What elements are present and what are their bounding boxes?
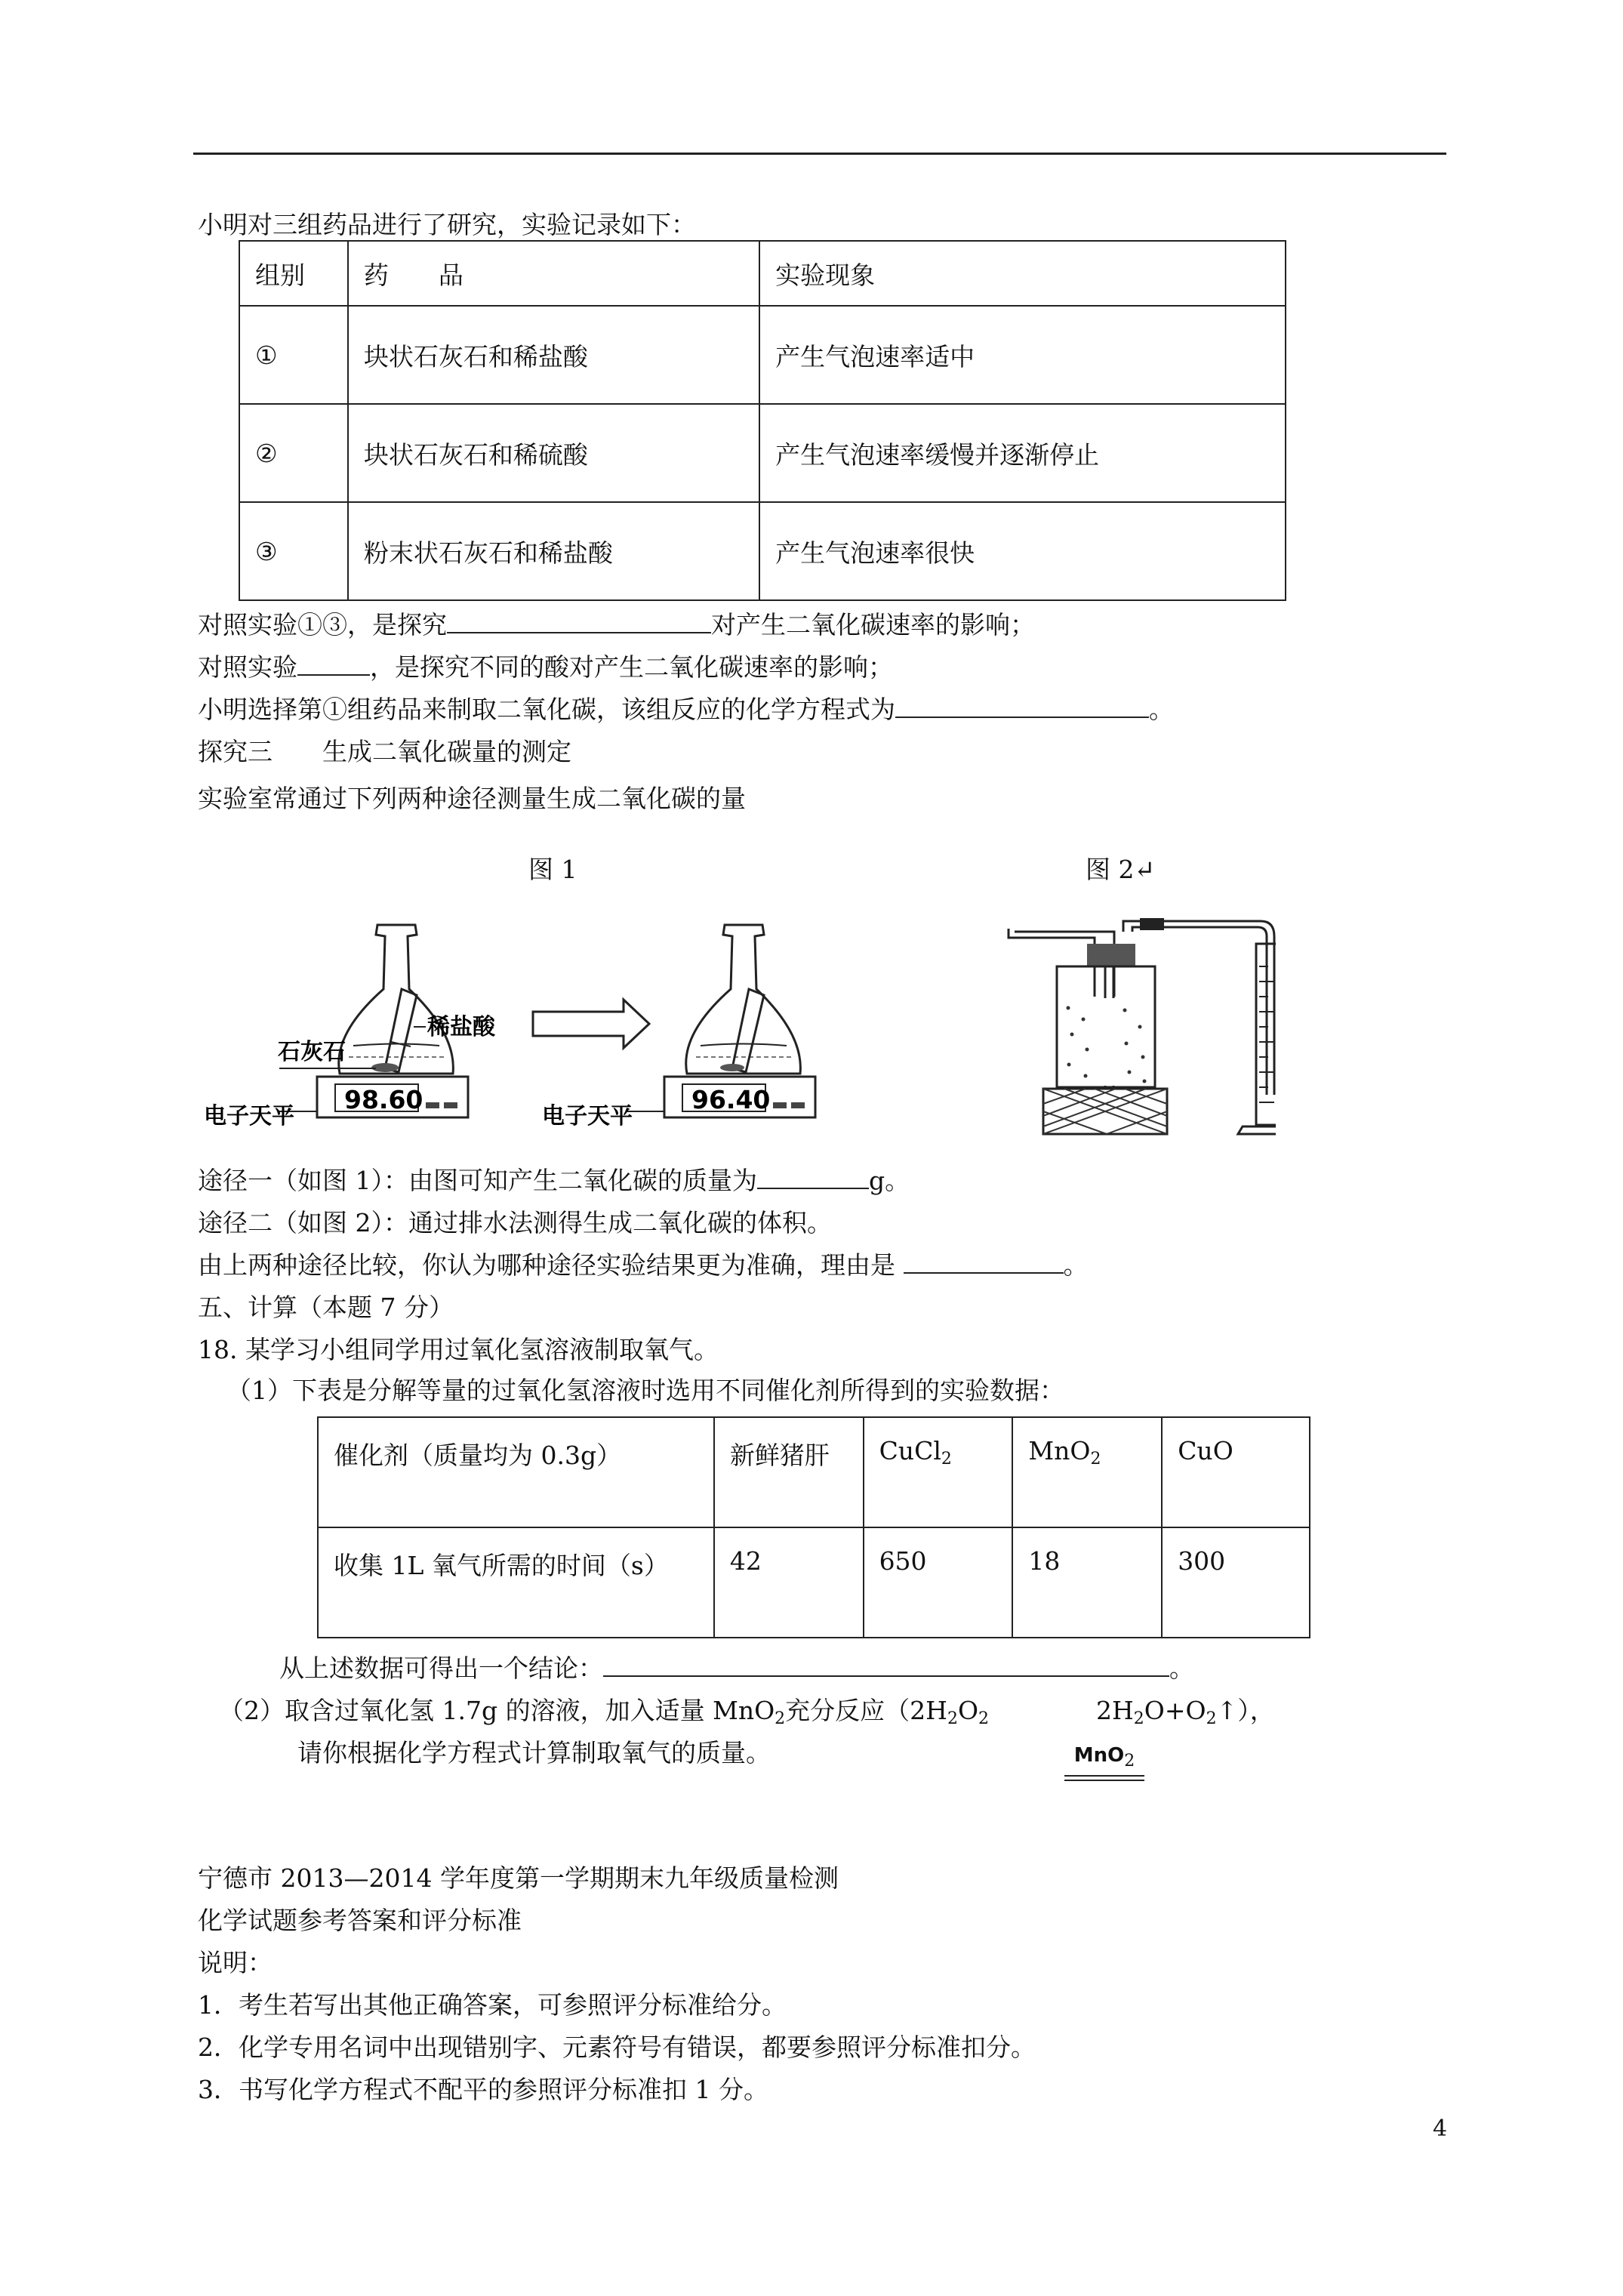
experiment-table xyxy=(239,240,1286,601)
subscript: 2 xyxy=(941,1450,952,1469)
answer-blank[interactable] xyxy=(447,609,711,633)
table-cell xyxy=(864,1417,1013,1527)
section3-intro: 实验室常通过下列两种途径测量生成二氧化碳的量 xyxy=(198,784,746,813)
table-row xyxy=(239,502,1286,600)
question-text: ，是探究不同的酸对产生二氧化碳速率的影响； xyxy=(370,652,893,682)
page-number: 4 xyxy=(1433,2116,1448,2142)
table-cell: 催化剂（质量均为 0.3g） xyxy=(318,1417,714,1527)
water-displacement-apparatus xyxy=(1009,918,1276,1134)
acid-label: 稀盐酸 xyxy=(427,1014,495,1040)
answer-blank[interactable] xyxy=(297,652,370,676)
balance-reading: 98.60 xyxy=(344,1085,423,1114)
table-cell: 收集 1L 氧气所需的时间（s） xyxy=(318,1527,714,1638)
catalyst-condition-mark xyxy=(1064,1744,1144,1781)
table-row xyxy=(318,1417,1310,1527)
note-item: 3．书写化学方程式不配平的参照评分标准扣 1 分。 xyxy=(198,2075,768,2104)
subscript: 2 xyxy=(1124,1752,1135,1771)
section5-title: 五、计算（本题 7 分） xyxy=(198,1293,454,1322)
question-text: （2）取含过氧化氢 1.7g 的溶液，加入适量 MnO xyxy=(219,1696,775,1725)
note-label: 说明： xyxy=(198,1948,273,1977)
question-18-2-instruction: 请你根据化学方程式计算制取氧气的质量。 xyxy=(297,1738,771,1767)
question-text: 从上述数据可得出一个结论： xyxy=(279,1653,603,1683)
catalyst-mark-text: MnO xyxy=(1073,1744,1125,1767)
question-text: 充分反应（2H xyxy=(785,1696,947,1725)
question-18: 18. 某学习小组同学用过氧化氢溶液制取氧气。 xyxy=(198,1335,719,1364)
table-cell: 产生气泡速率适中 xyxy=(759,306,1286,404)
catalyst-formula: CuCl xyxy=(879,1436,941,1465)
question-text: 由上两种途径比较，你认为哪种途径实验结果更为准确，理由是 xyxy=(198,1250,904,1280)
section3-title: 探究三 生成二氧化碳量的测定 xyxy=(198,737,571,766)
table-cell: 产生气泡速率很快 xyxy=(759,502,1286,600)
table-cell: 块状石灰石和稀硫酸 xyxy=(348,404,759,502)
question-text: O+O xyxy=(1144,1696,1206,1725)
subscript: 2 xyxy=(1206,1709,1217,1728)
question-text: 。 xyxy=(1169,1653,1194,1683)
note-item: 2．化学专用名词中出现错别字、元素符号有错误，都要参照评分标准扣分。 xyxy=(198,2032,1036,2062)
question-equation xyxy=(198,693,1174,726)
question-text: 对照实验 xyxy=(198,652,297,682)
table-header-reagent: 药 品 xyxy=(348,241,759,306)
table-cell xyxy=(1012,1417,1162,1527)
balance-label: 电子天平 xyxy=(542,1103,633,1130)
route2-text: 途径二（如图 2）：通过排水法测得生成二氧化碳的体积。 xyxy=(198,1208,832,1237)
table-cell: 650 xyxy=(864,1527,1013,1638)
conclusion-question xyxy=(279,1652,1194,1685)
table-cell: 18 xyxy=(1012,1527,1162,1638)
equals-sign xyxy=(1064,1775,1144,1781)
table-header-phenomenon: 实验现象 xyxy=(759,241,1286,306)
subscript: 2 xyxy=(775,1709,786,1728)
question-text: 小明选择第①组药品来制取二氧化碳，该组反应的化学方程式为 xyxy=(198,695,895,724)
question-18-1: （1）下表是分解等量的过氧化氢溶液时选用不同催化剂所得到的实验数据： xyxy=(226,1376,1064,1405)
table-cell: 300 xyxy=(1162,1527,1310,1638)
table-cell: CuO xyxy=(1162,1417,1310,1527)
question-text: O xyxy=(957,1696,979,1725)
table-cell: 粉末状石灰石和稀盐酸 xyxy=(348,502,759,600)
question-text: ↑）， xyxy=(1216,1696,1275,1725)
question-text: g。 xyxy=(869,1166,910,1195)
answer-blank[interactable] xyxy=(895,694,1149,718)
note-item: 1．考生若写出其他正确答案，可参照评分标准给分。 xyxy=(198,1990,787,2020)
apparatus-figure xyxy=(204,914,1276,1140)
route1-question xyxy=(198,1164,910,1197)
question-18-2 xyxy=(219,1694,1275,1736)
subscript: 2 xyxy=(978,1709,990,1728)
subscript: 2 xyxy=(1090,1450,1101,1469)
table-cell: ① xyxy=(239,306,348,404)
answer-title-1: 宁德市 2013—2014 学年度第一学期期末九年级质量检测 xyxy=(198,1863,839,1893)
question-text: 。 xyxy=(1149,695,1174,724)
table-cell: 新鲜猪肝 xyxy=(714,1417,864,1527)
question-text: 2H xyxy=(1096,1696,1134,1725)
table-row xyxy=(239,404,1286,502)
catalyst-table xyxy=(317,1416,1310,1638)
table-cell: 块状石灰石和稀盐酸 xyxy=(348,306,759,404)
table-cell: 42 xyxy=(714,1527,864,1638)
balance-reading: 96.40 xyxy=(691,1085,771,1114)
intro-text: 小明对三组药品进行了研究，实验记录如下： xyxy=(198,210,696,239)
answer-blank[interactable] xyxy=(603,1653,1169,1677)
subscript: 2 xyxy=(947,1709,958,1728)
figure1-label: 图 1 xyxy=(528,855,577,884)
catalyst-formula: MnO xyxy=(1028,1436,1091,1465)
answer-title-2: 化学试题参考答案和评分标准 xyxy=(198,1906,522,1935)
table-row xyxy=(239,306,1286,404)
header-rule xyxy=(193,153,1446,155)
limestone-label: 石灰石 xyxy=(278,1039,346,1065)
table-row xyxy=(318,1527,1310,1638)
answer-blank[interactable] xyxy=(757,1165,869,1189)
arrow-icon xyxy=(533,1000,649,1048)
question-compare-13 xyxy=(198,609,1035,642)
question-text: 对照实验①③，是探究 xyxy=(198,610,447,639)
question-text: 对产生二氧化碳速率的影响； xyxy=(711,610,1035,639)
balance-label: 电子天平 xyxy=(204,1103,294,1130)
question-text: 。 xyxy=(1063,1250,1089,1280)
figure2-label: 图 2↵ xyxy=(1086,855,1156,884)
compare-question xyxy=(198,1249,1089,1282)
answer-blank[interactable] xyxy=(904,1250,1064,1274)
table-cell: ② xyxy=(239,404,348,502)
table-header-group: 组别 xyxy=(239,241,348,306)
question-compare-acid xyxy=(198,651,893,684)
question-text: 途径一（如图 1）：由图可知产生二氧化碳的质量为 xyxy=(198,1166,757,1195)
table-cell: 产生气泡速率缓慢并逐渐停止 xyxy=(759,404,1286,502)
table-row xyxy=(239,241,1286,306)
table-cell: ③ xyxy=(239,502,348,600)
subscript: 2 xyxy=(1133,1709,1144,1728)
